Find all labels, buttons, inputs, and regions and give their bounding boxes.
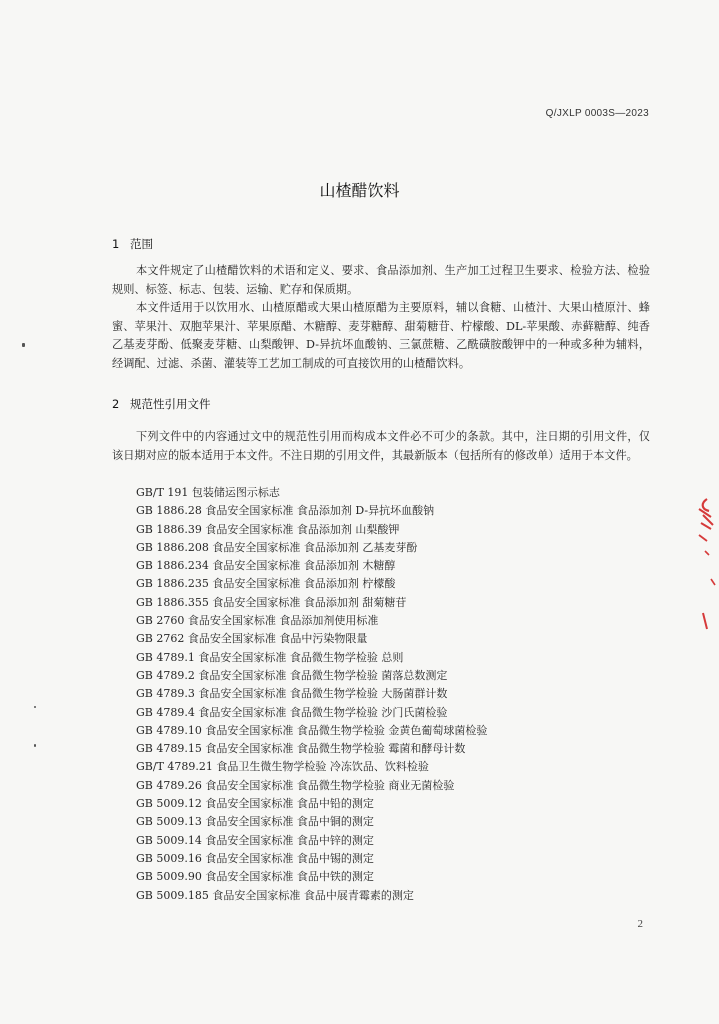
seal-stamp-fragment bbox=[693, 495, 719, 635]
section-2-paragraph-1: 下列文件中的内容通过文中的规范性引用而构成本文件必不可少的条款。其中，注日期的引用文件，仅该日期对应的版本适用于本文件。不注日期的引用文件，其最新版本（包括所有的修改单）适用于本文件。 bbox=[112, 430, 650, 462]
reference-item: GB 5009.12 食品安全国家标准 食品中铅的测定 bbox=[136, 797, 374, 811]
reference-item: GB 1886.235 食品安全国家标准 食品添加剂 柠檬酸 bbox=[136, 577, 396, 591]
reference-item: GB/T 4789.21 食品卫生微生物学检验 冷冻饮品、饮料检验 bbox=[136, 760, 429, 774]
section-1-number: 1 bbox=[112, 237, 120, 251]
reference-item: GB 5009.16 食品安全国家标准 食品中锡的测定 bbox=[136, 851, 374, 865]
reference-item: GB 1886.28 食品安全国家标准 食品添加剂 D-异抗坏血酸钠 bbox=[136, 504, 435, 518]
reference-item: GB 4789.26 食品安全国家标准 食品微生物学检验 商业无菌检验 bbox=[136, 778, 455, 792]
reference-item: GB 1886.234 食品安全国家标准 食品添加剂 木糖醇 bbox=[136, 559, 396, 573]
reference-item: GB 5009.90 食品安全国家标准 食品中铁的测定 bbox=[136, 870, 374, 884]
section-1-paragraph-2: 本文件适用于以饮用水、山楂原醋或大果山楂原醋为主要原料，辅以食糖、山楂汁、大果山楂原汁、蜂蜜、苹果汁、双胞苹果汁、苹果原醋、木糖醇、麦芽糖醇、甜菊糖苷、柠檬酸、DL-苹果酸、赤藓糖醇、纯香乙基麦芽酚、低聚麦芽糖、山梨酸钾、D-异抗坏血酸钠、三氯蔗糖、乙酰磺胺酸钾中的一种或多种为辅料，经调配、过滤、杀菌、灌装等工艺加工制成的可直接饮用的山楂醋饮料。 bbox=[112, 301, 650, 370]
section-2-title: 规范性引用文件 bbox=[130, 397, 211, 411]
section-2-heading bbox=[112, 396, 211, 412]
reference-item: GB/T 191 包装储运图示标志 bbox=[136, 486, 280, 499]
seal-stroke bbox=[699, 535, 707, 541]
reference-item: GB 4789.4 食品安全国家标准 食品微生物学检验 沙门氏菌检验 bbox=[136, 705, 448, 719]
standard-code: Q/JXLP 0003S—2023 bbox=[545, 108, 649, 119]
page-number: 2 bbox=[637, 918, 643, 930]
reference-item: GB 2762 食品安全国家标准 食品中污染物限量 bbox=[136, 632, 368, 646]
section-1-title: 范围 bbox=[130, 237, 153, 251]
reference-item: GB 5009.13 食品安全国家标准 食品中铜的测定 bbox=[136, 815, 374, 829]
reference-item: GB 5009.185 食品安全国家标准 食品中展青霉素的测定 bbox=[136, 888, 414, 902]
reference-item: GB 4789.2 食品安全国家标准 食品微生物学检验 菌落总数测定 bbox=[136, 668, 448, 682]
scan-speck bbox=[22, 343, 25, 347]
section-1-heading bbox=[112, 236, 153, 252]
reference-item: GB 5009.14 食品安全国家标准 食品中锌的测定 bbox=[136, 833, 374, 847]
reference-item: GB 4789.10 食品安全国家标准 食品微生物学检验 金黄色葡萄球菌检验 bbox=[136, 723, 488, 737]
reference-item: GB 2760 食品安全国家标准 食品添加剂使用标准 bbox=[136, 614, 379, 628]
reference-item: GB 4789.15 食品安全国家标准 食品微生物学检验 霉菌和酵母计数 bbox=[136, 742, 466, 756]
reference-item: GB 4789.3 食品安全国家标准 食品微生物学检验 大肠菌群计数 bbox=[136, 687, 448, 701]
section-1-paragraph-1: 本文件规定了山楂醋饮料的术语和定义、要求、食品添加剂、生产加工过程卫生要求、检验方法、检验规则、标签、标志、包装、运输、贮存和保质期。 bbox=[112, 264, 650, 296]
section-2-number: 2 bbox=[112, 397, 120, 411]
seal-stroke bbox=[711, 579, 715, 585]
reference-item: GB 1886.355 食品安全国家标准 食品添加剂 甜菊糖苷 bbox=[136, 595, 407, 609]
reference-list bbox=[136, 484, 487, 905]
seal-stroke bbox=[703, 613, 707, 629]
seal-stroke bbox=[699, 509, 713, 529]
seal-stroke bbox=[703, 499, 709, 511]
scan-speck bbox=[34, 744, 36, 747]
page-title: 山楂醋饮料 bbox=[319, 181, 400, 200]
reference-item: GB 1886.39 食品安全国家标准 食品添加剂 山梨酸钾 bbox=[136, 522, 400, 536]
scan-speck bbox=[34, 706, 36, 708]
reference-item: GB 1886.208 食品安全国家标准 食品添加剂 乙基麦芽酚 bbox=[136, 540, 418, 554]
seal-stroke bbox=[705, 551, 709, 555]
reference-item: GB 4789.1 食品安全国家标准 食品微生物学检验 总则 bbox=[136, 650, 404, 664]
